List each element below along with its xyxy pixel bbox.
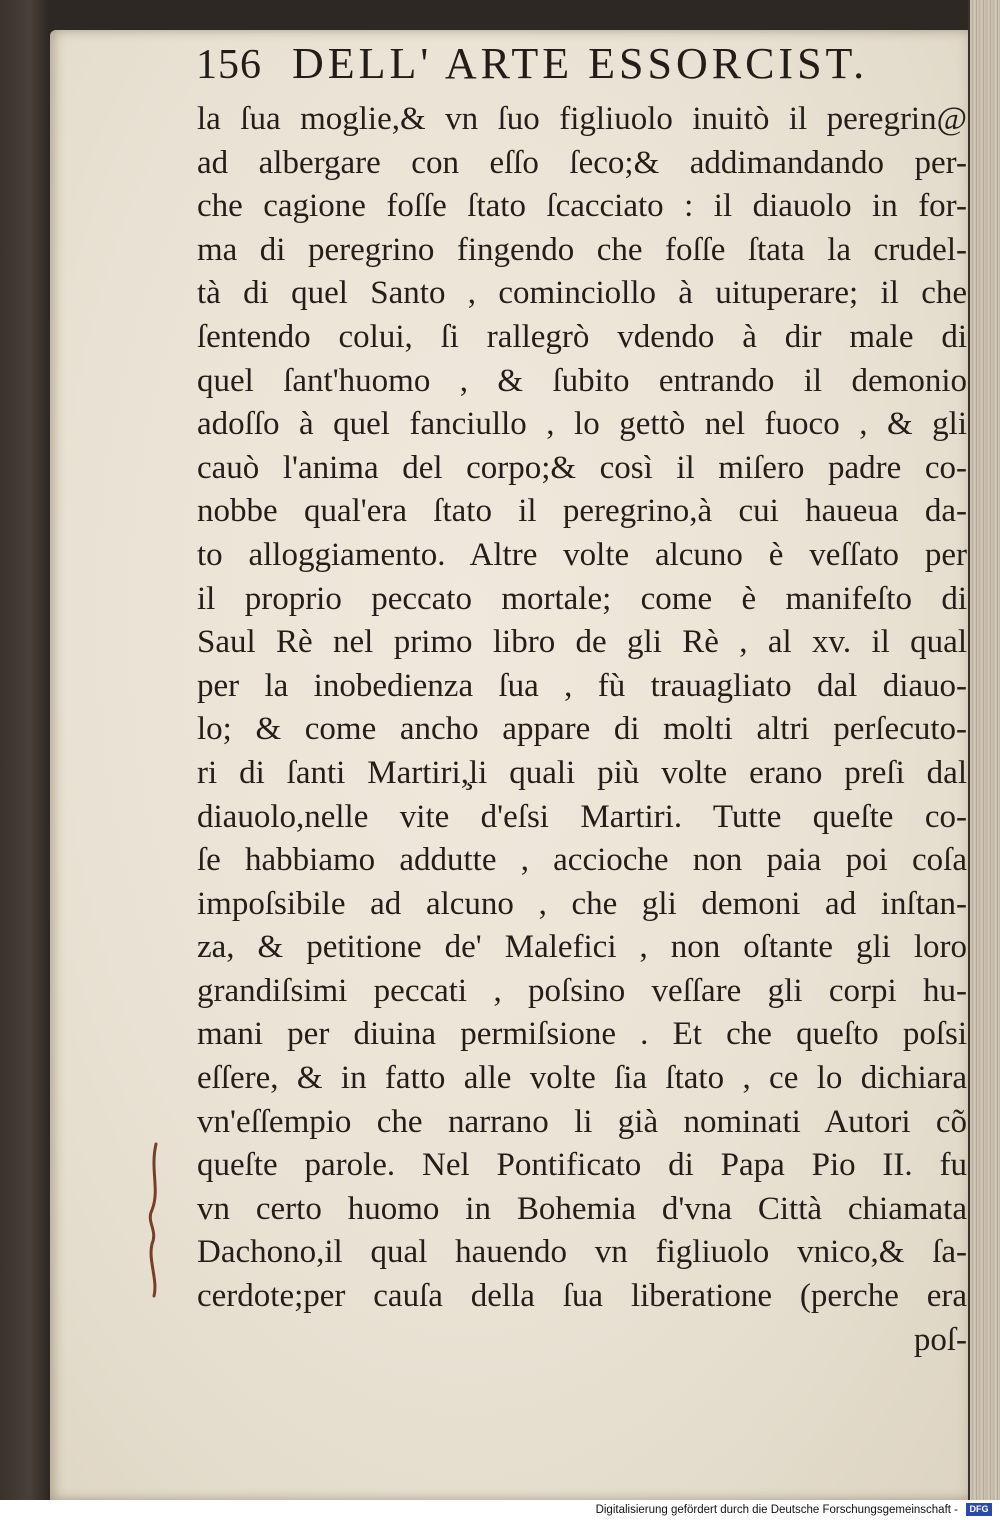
running-head: DELL' ARTE ESSORCIST. bbox=[292, 39, 869, 88]
text-line: grandiſsimi peccati , poſsino veſſare gli corpi hu- bbox=[197, 972, 967, 1009]
text-line: mani per diuina permiſsione . Et che queſto poſsi bbox=[197, 1016, 967, 1053]
text-line: diauolo,nelle vite d'eſsi Martiri. Tutte queſte co- bbox=[197, 798, 967, 835]
text-line: quel ſant'huomo , & ſubito entrando il demonio bbox=[197, 362, 967, 399]
text-line: il proprio peccato mortale; come è manifeſto di bbox=[197, 580, 967, 617]
digitization-footer bbox=[0, 1500, 1000, 1520]
text-line: ad albergare con eſſo ſeco;& addimandando per- bbox=[197, 144, 967, 181]
text-line: tà di quel Santo , cominciollo à uituperare; il che bbox=[197, 275, 967, 312]
text-line: vn'eſſempio che narrano li già nominati Autori cõ bbox=[197, 1103, 967, 1140]
text-line: cerdote;per cauſa della ſua liberatione (perche era bbox=[197, 1278, 967, 1315]
text-line: eſſere, & in fatto alle volte ſia ſtato , ce lo dichiara bbox=[197, 1060, 967, 1097]
dfg-logo-icon: DFG bbox=[966, 1503, 992, 1516]
text-line: la ſua moglie,& vn ſuo figliuolo inuitò il peregrin@ bbox=[197, 101, 967, 137]
text-line: impoſsibile ad alcuno , che gli demoni ad inſtan- bbox=[197, 885, 967, 922]
text-line: ſe habbiamo addutte , accioche non paia poi coſa bbox=[197, 842, 967, 879]
text-line: queſte parole. Nel Pontificato di Papa Pio II. fu bbox=[197, 1147, 967, 1184]
text-line: ſentendo colui, ſi rallegrò vdendo à dir male di bbox=[197, 318, 967, 355]
text-line: adoſſo à quel fanciullo , lo gettò nel fuoco , & gli bbox=[197, 406, 967, 443]
text-line: Saul Rè nel primo libro de gli Rè , al xv. il qual bbox=[197, 624, 967, 661]
handwritten-margin-bracket bbox=[138, 1140, 168, 1300]
text-line: per la inobedienza ſua , fù trauagliato dal diauo- bbox=[197, 667, 967, 704]
page-header bbox=[196, 38, 896, 92]
text-line: ma di peregrino fingendo che foſſe ſtata la crudel- bbox=[197, 231, 967, 268]
body-text bbox=[197, 98, 967, 1362]
text-line: Dachono,il qual hauendo vn figliuolo vnico,& ſa- bbox=[197, 1234, 967, 1271]
text-line: lo; & come ancho appare di molti altri perſecuto- bbox=[197, 711, 967, 748]
page-number: 156 bbox=[196, 42, 262, 88]
funding-credit: Digitalisierung gefördert durch die Deutsche Forschungsgemeinschaft - bbox=[595, 1504, 958, 1516]
text-line: ri di ſanti Martiri,̧li quali più volte erano preſi dal bbox=[197, 754, 967, 791]
text-line: cauò l'anima del corpo;& così il miſero padre co- bbox=[197, 449, 967, 486]
text-line: za, & petitione de' Malefici , non oſtante gli loro bbox=[197, 929, 967, 966]
text-line: to alloggiamento. Altre volte alcuno è veſſato per bbox=[197, 536, 967, 573]
text-line: che cagione foſſe ſtato ſcacciato : il diauolo in for- bbox=[197, 188, 967, 225]
text-line: vn certo huomo in Bohemia d'vna Città chiamata bbox=[197, 1190, 967, 1227]
catchword: poſ- bbox=[913, 1321, 967, 1358]
text-line: nobbe qual'era ſtato il peregrino,à cui haueua da- bbox=[197, 493, 967, 530]
page-stack-edge bbox=[968, 0, 1000, 1500]
